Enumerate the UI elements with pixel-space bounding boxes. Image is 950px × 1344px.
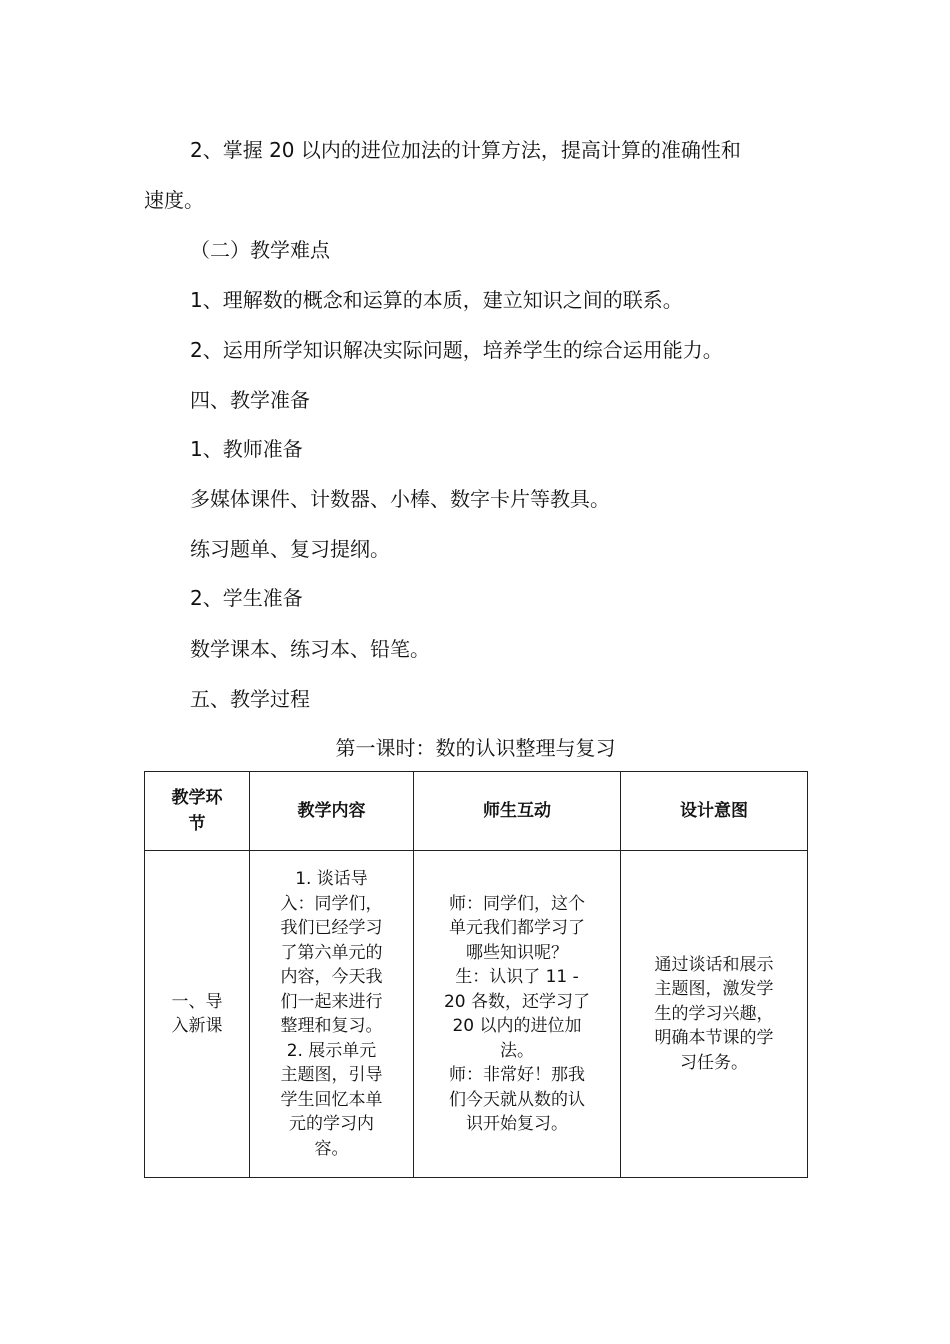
paragraph-text: 多媒体课件、计数器、小棒、数字卡片等教具。 <box>190 487 610 511</box>
table-cell-interaction: 师：同学们，这个 单元我们都学习了 哪些知识呢？ 生：认识了 11 - 20 各数，还学习了 20 以内的进位加 法。 师：非常好！那我 们今天就从数的认 识开始复习。 <box>414 851 621 1178</box>
table-cell-intent: 通过谈话和展示 主题图，激发学 生的学习兴趣， 明确本节课的学 习任务。 <box>621 851 808 1178</box>
section-heading: 四、教学准备 <box>190 388 310 412</box>
paragraph-text: 练习题单、复习提纲。 <box>190 537 390 561</box>
table-header-row <box>145 772 808 851</box>
table-header-cell: 教学环 节 <box>145 772 250 851</box>
table-row <box>145 851 808 1178</box>
paragraph-text: 数学课本、练习本、铅笔。 <box>190 637 430 661</box>
subsection-heading: 2、学生准备 <box>190 586 303 610</box>
table-cell-stage: 一、导 入新课 <box>145 851 250 1178</box>
lesson-table <box>144 771 808 1178</box>
table-header-cell: 师生互动 <box>414 772 621 851</box>
paragraph-text: 1、理解数的概念和运算的本质，建立知识之间的联系。 <box>190 288 683 312</box>
table-cell-content: 1. 谈话导 入：同学们， 我们已经学习 了第六单元的 内容，今天我 们一起来进行 整理和复习。 2. 展示单元 主题图，引导 学生回忆本单 元的学习内 容。 <box>250 851 414 1178</box>
subsection-heading: 1、教师准备 <box>190 437 303 461</box>
paragraph-text: 速度。 <box>144 188 204 212</box>
table-title: 第一课时：数的认识整理与复习 <box>335 736 616 760</box>
table-header-cell: 教学内容 <box>250 772 414 851</box>
section-heading: 五、教学过程 <box>190 687 310 711</box>
table-header-cell: 设计意图 <box>621 772 808 851</box>
section-heading: （二）教学难点 <box>190 238 330 262</box>
paragraph-text: 2、掌握 20 以内的进位加法的计算方法，提高计算的准确性和 <box>190 138 741 162</box>
paragraph-text: 2、运用所学知识解决实际问题，培养学生的综合运用能力。 <box>190 338 723 362</box>
